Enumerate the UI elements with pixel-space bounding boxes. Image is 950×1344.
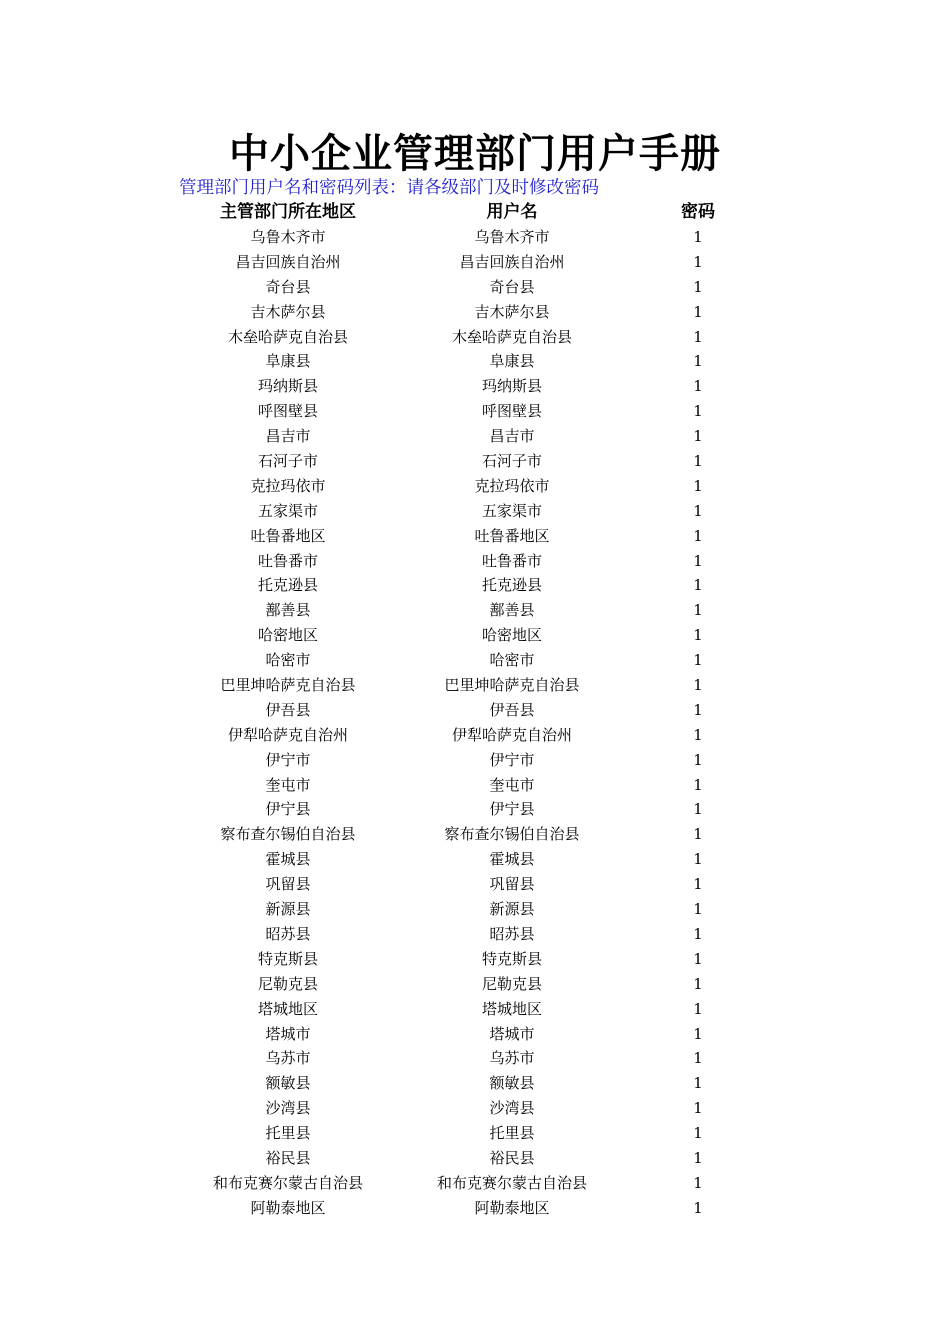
table-row: [0, 598, 950, 623]
password-cell: 1: [693, 501, 703, 520]
username-cell: 塔城市: [489, 1024, 535, 1043]
password-cell: 1: [693, 1074, 703, 1093]
table-row: [0, 424, 950, 449]
password-cell: 1: [693, 476, 703, 495]
page-subtitle: 管理部门用户名和密码列表：请各级部门及时修改密码: [179, 178, 599, 198]
region-cell: 额敏县: [265, 1074, 311, 1093]
region-cell: 沙湾县: [265, 1099, 311, 1118]
password-cell: 1: [693, 1049, 703, 1068]
password-cell: 1: [693, 800, 703, 819]
password-cell: 1: [693, 651, 703, 670]
username-cell: 昌吉市: [489, 427, 535, 446]
username-cell: 尼勒克县: [481, 974, 542, 993]
table-row: [0, 972, 950, 997]
region-cell: 鄯善县: [265, 601, 311, 620]
region-cell: 察布查尔锡伯自治县: [220, 825, 356, 844]
username-cell: 呼图壁县: [481, 402, 542, 421]
username-cell: 乌鲁木齐市: [474, 228, 550, 246]
region-cell: 乌苏市: [265, 1049, 311, 1068]
user-table: [0, 200, 950, 1221]
table-row: [0, 1171, 950, 1196]
table-row: [0, 723, 950, 748]
table-row: [0, 524, 950, 549]
table-row: [0, 698, 950, 723]
username-cell: 石河子市: [481, 452, 542, 471]
table-row: [0, 1146, 950, 1171]
table-header-row: [0, 200, 950, 225]
password-cell: 1: [693, 452, 703, 471]
password-cell: 1: [693, 252, 703, 271]
region-cell: 裕民县: [265, 1148, 311, 1167]
username-cell: 霍城县: [489, 850, 535, 869]
region-cell: 新源县: [265, 900, 311, 919]
table-row: [0, 673, 950, 698]
username-cell: 玛纳斯县: [481, 377, 542, 396]
table-row: [0, 474, 950, 499]
region-cell: 塔城市: [265, 1024, 311, 1043]
username-cell: 和布克赛尔蒙古自治县: [436, 1173, 587, 1192]
table-row: [0, 997, 950, 1022]
username-cell: 巩留县: [489, 875, 535, 894]
region-cell: 吐鲁番地区: [250, 526, 326, 545]
password-cell: 1: [693, 676, 703, 695]
password-cell: 1: [693, 1024, 703, 1043]
password-cell: 1: [693, 302, 703, 321]
password-cell: 1: [693, 277, 703, 296]
region-cell: 特克斯县: [257, 949, 318, 968]
region-cell: 吐鲁番市: [257, 551, 318, 570]
region-cell: 克拉玛依市: [250, 476, 326, 495]
password-cell: 1: [693, 875, 703, 894]
region-cell: 和布克赛尔蒙古自治县: [212, 1173, 363, 1192]
region-cell: 吉木萨尔县: [250, 302, 326, 321]
username-cell: 塔城地区: [481, 999, 542, 1018]
table-row: [0, 300, 950, 325]
password-cell: 1: [693, 1148, 703, 1167]
username-cell: 鄯善县: [489, 601, 535, 620]
table-row: [0, 449, 950, 474]
table-body: [0, 225, 950, 1221]
password-cell: 1: [693, 1124, 703, 1143]
region-cell: 伊宁市: [265, 750, 311, 769]
username-cell: 阜康县: [489, 352, 535, 371]
table-row: [0, 773, 950, 798]
username-cell: 新源县: [489, 900, 535, 919]
table-row: [0, 748, 950, 773]
username-cell: 克拉玛依市: [474, 476, 550, 495]
region-cell: 木垒哈萨克自治县: [227, 327, 348, 346]
table-row: [0, 922, 950, 947]
table-row: [0, 349, 950, 374]
username-cell: 额敏县: [489, 1074, 535, 1093]
region-cell: 昭苏县: [265, 924, 311, 943]
region-cell: 伊吾县: [265, 700, 311, 719]
username-cell: 伊犁哈萨克自治州: [451, 725, 572, 744]
password-cell: 1: [693, 775, 703, 794]
table-row: [0, 947, 950, 972]
username-cell: 伊宁县: [489, 800, 535, 819]
table-row: [0, 250, 950, 275]
table-row: [0, 623, 950, 648]
username-cell: 五家渠市: [481, 501, 542, 520]
region-cell: 塔城地区: [257, 999, 318, 1018]
password-cell: 1: [693, 402, 703, 421]
table-row: [0, 872, 950, 897]
password-cell: 1: [693, 576, 703, 595]
password-cell: 1: [693, 526, 703, 545]
table-row: [0, 847, 950, 872]
password-cell: 1: [693, 352, 703, 371]
table-row: [0, 549, 950, 574]
region-cell: 乌鲁木齐市: [250, 228, 326, 246]
region-cell: 托克逊县: [257, 576, 318, 595]
table-row: [0, 822, 950, 847]
table-row: [0, 897, 950, 922]
region-cell: 昌吉回族自治州: [235, 252, 341, 271]
password-cell: 1: [693, 850, 703, 869]
username-cell: 奇台县: [489, 277, 535, 296]
table-row: [0, 1071, 950, 1096]
password-cell: 1: [693, 427, 703, 446]
username-cell: 吐鲁番地区: [474, 526, 550, 545]
username-cell: 沙湾县: [489, 1099, 535, 1118]
region-cell: 玛纳斯县: [257, 377, 318, 396]
username-cell: 哈密市: [489, 651, 535, 670]
password-cell: 1: [693, 700, 703, 719]
header-username: 用户名: [486, 202, 538, 222]
password-cell: 1: [693, 949, 703, 968]
table-row: [0, 399, 950, 424]
username-cell: 吐鲁番市: [481, 551, 542, 570]
password-cell: 1: [693, 626, 703, 645]
password-cell: 1: [693, 825, 703, 844]
username-cell: 哈密地区: [481, 626, 542, 645]
region-cell: 巩留县: [265, 875, 311, 894]
username-cell: 乌苏市: [489, 1049, 535, 1068]
table-row: [0, 499, 950, 524]
password-cell: 1: [693, 377, 703, 396]
username-cell: 阿勒泰地区: [474, 1198, 550, 1217]
table-row: [0, 1121, 950, 1146]
table-row: [0, 1022, 950, 1047]
username-cell: 裕民县: [489, 1148, 535, 1167]
password-cell: 1: [693, 1173, 703, 1192]
table-row: [0, 1096, 950, 1121]
region-cell: 昌吉市: [265, 427, 311, 446]
region-cell: 伊犁哈萨克自治州: [227, 725, 348, 744]
table-row: [0, 648, 950, 673]
region-cell: 阿勒泰地区: [250, 1198, 326, 1217]
region-cell: 奎屯市: [265, 775, 311, 794]
header-password: 密码: [681, 202, 715, 222]
table-row: [0, 374, 950, 399]
password-cell: 1: [693, 924, 703, 943]
region-cell: 尼勒克县: [257, 974, 318, 993]
password-cell: 1: [693, 750, 703, 769]
region-cell: 石河子市: [257, 452, 318, 471]
region-cell: 托里县: [265, 1124, 311, 1143]
password-cell: 1: [693, 1198, 703, 1217]
region-cell: 阜康县: [265, 352, 311, 371]
password-cell: 1: [693, 900, 703, 919]
password-cell: 1: [693, 601, 703, 620]
username-cell: 察布查尔锡伯自治县: [444, 825, 580, 844]
table-row: [0, 797, 950, 822]
password-cell: 1: [693, 974, 703, 993]
region-cell: 哈密市: [265, 651, 311, 670]
username-cell: 木垒哈萨克自治县: [451, 327, 572, 346]
region-cell: 哈密地区: [257, 626, 318, 645]
table-row: [0, 1196, 950, 1221]
region-cell: 霍城县: [265, 850, 311, 869]
username-cell: 吉木萨尔县: [474, 302, 550, 321]
password-cell: 1: [693, 725, 703, 744]
username-cell: 奎屯市: [489, 775, 535, 794]
header-region: 主管部门所在地区: [220, 202, 356, 222]
region-cell: 奇台县: [265, 277, 311, 296]
region-cell: 呼图壁县: [257, 402, 318, 421]
username-cell: 昌吉回族自治州: [459, 252, 565, 271]
region-cell: 伊宁县: [265, 800, 311, 819]
table-row: [0, 225, 950, 250]
username-cell: 托克逊县: [481, 576, 542, 595]
username-cell: 巴里坤哈萨克自治县: [444, 676, 580, 695]
username-cell: 昭苏县: [489, 924, 535, 943]
page-title: 中小企业管理部门用户手册: [229, 131, 721, 177]
table-row: [0, 275, 950, 300]
password-cell: 1: [693, 999, 703, 1018]
password-cell: 1: [693, 327, 703, 346]
username-cell: 特克斯县: [481, 949, 542, 968]
region-cell: 巴里坤哈萨克自治县: [220, 676, 356, 695]
region-cell: 五家渠市: [257, 501, 318, 520]
username-cell: 托里县: [489, 1124, 535, 1143]
password-cell: 1: [693, 228, 703, 246]
username-cell: 伊吾县: [489, 700, 535, 719]
table-row: [0, 573, 950, 598]
password-cell: 1: [693, 1099, 703, 1118]
table-row: [0, 325, 950, 350]
username-cell: 伊宁市: [489, 750, 535, 769]
table-row: [0, 1046, 950, 1071]
password-cell: 1: [693, 551, 703, 570]
